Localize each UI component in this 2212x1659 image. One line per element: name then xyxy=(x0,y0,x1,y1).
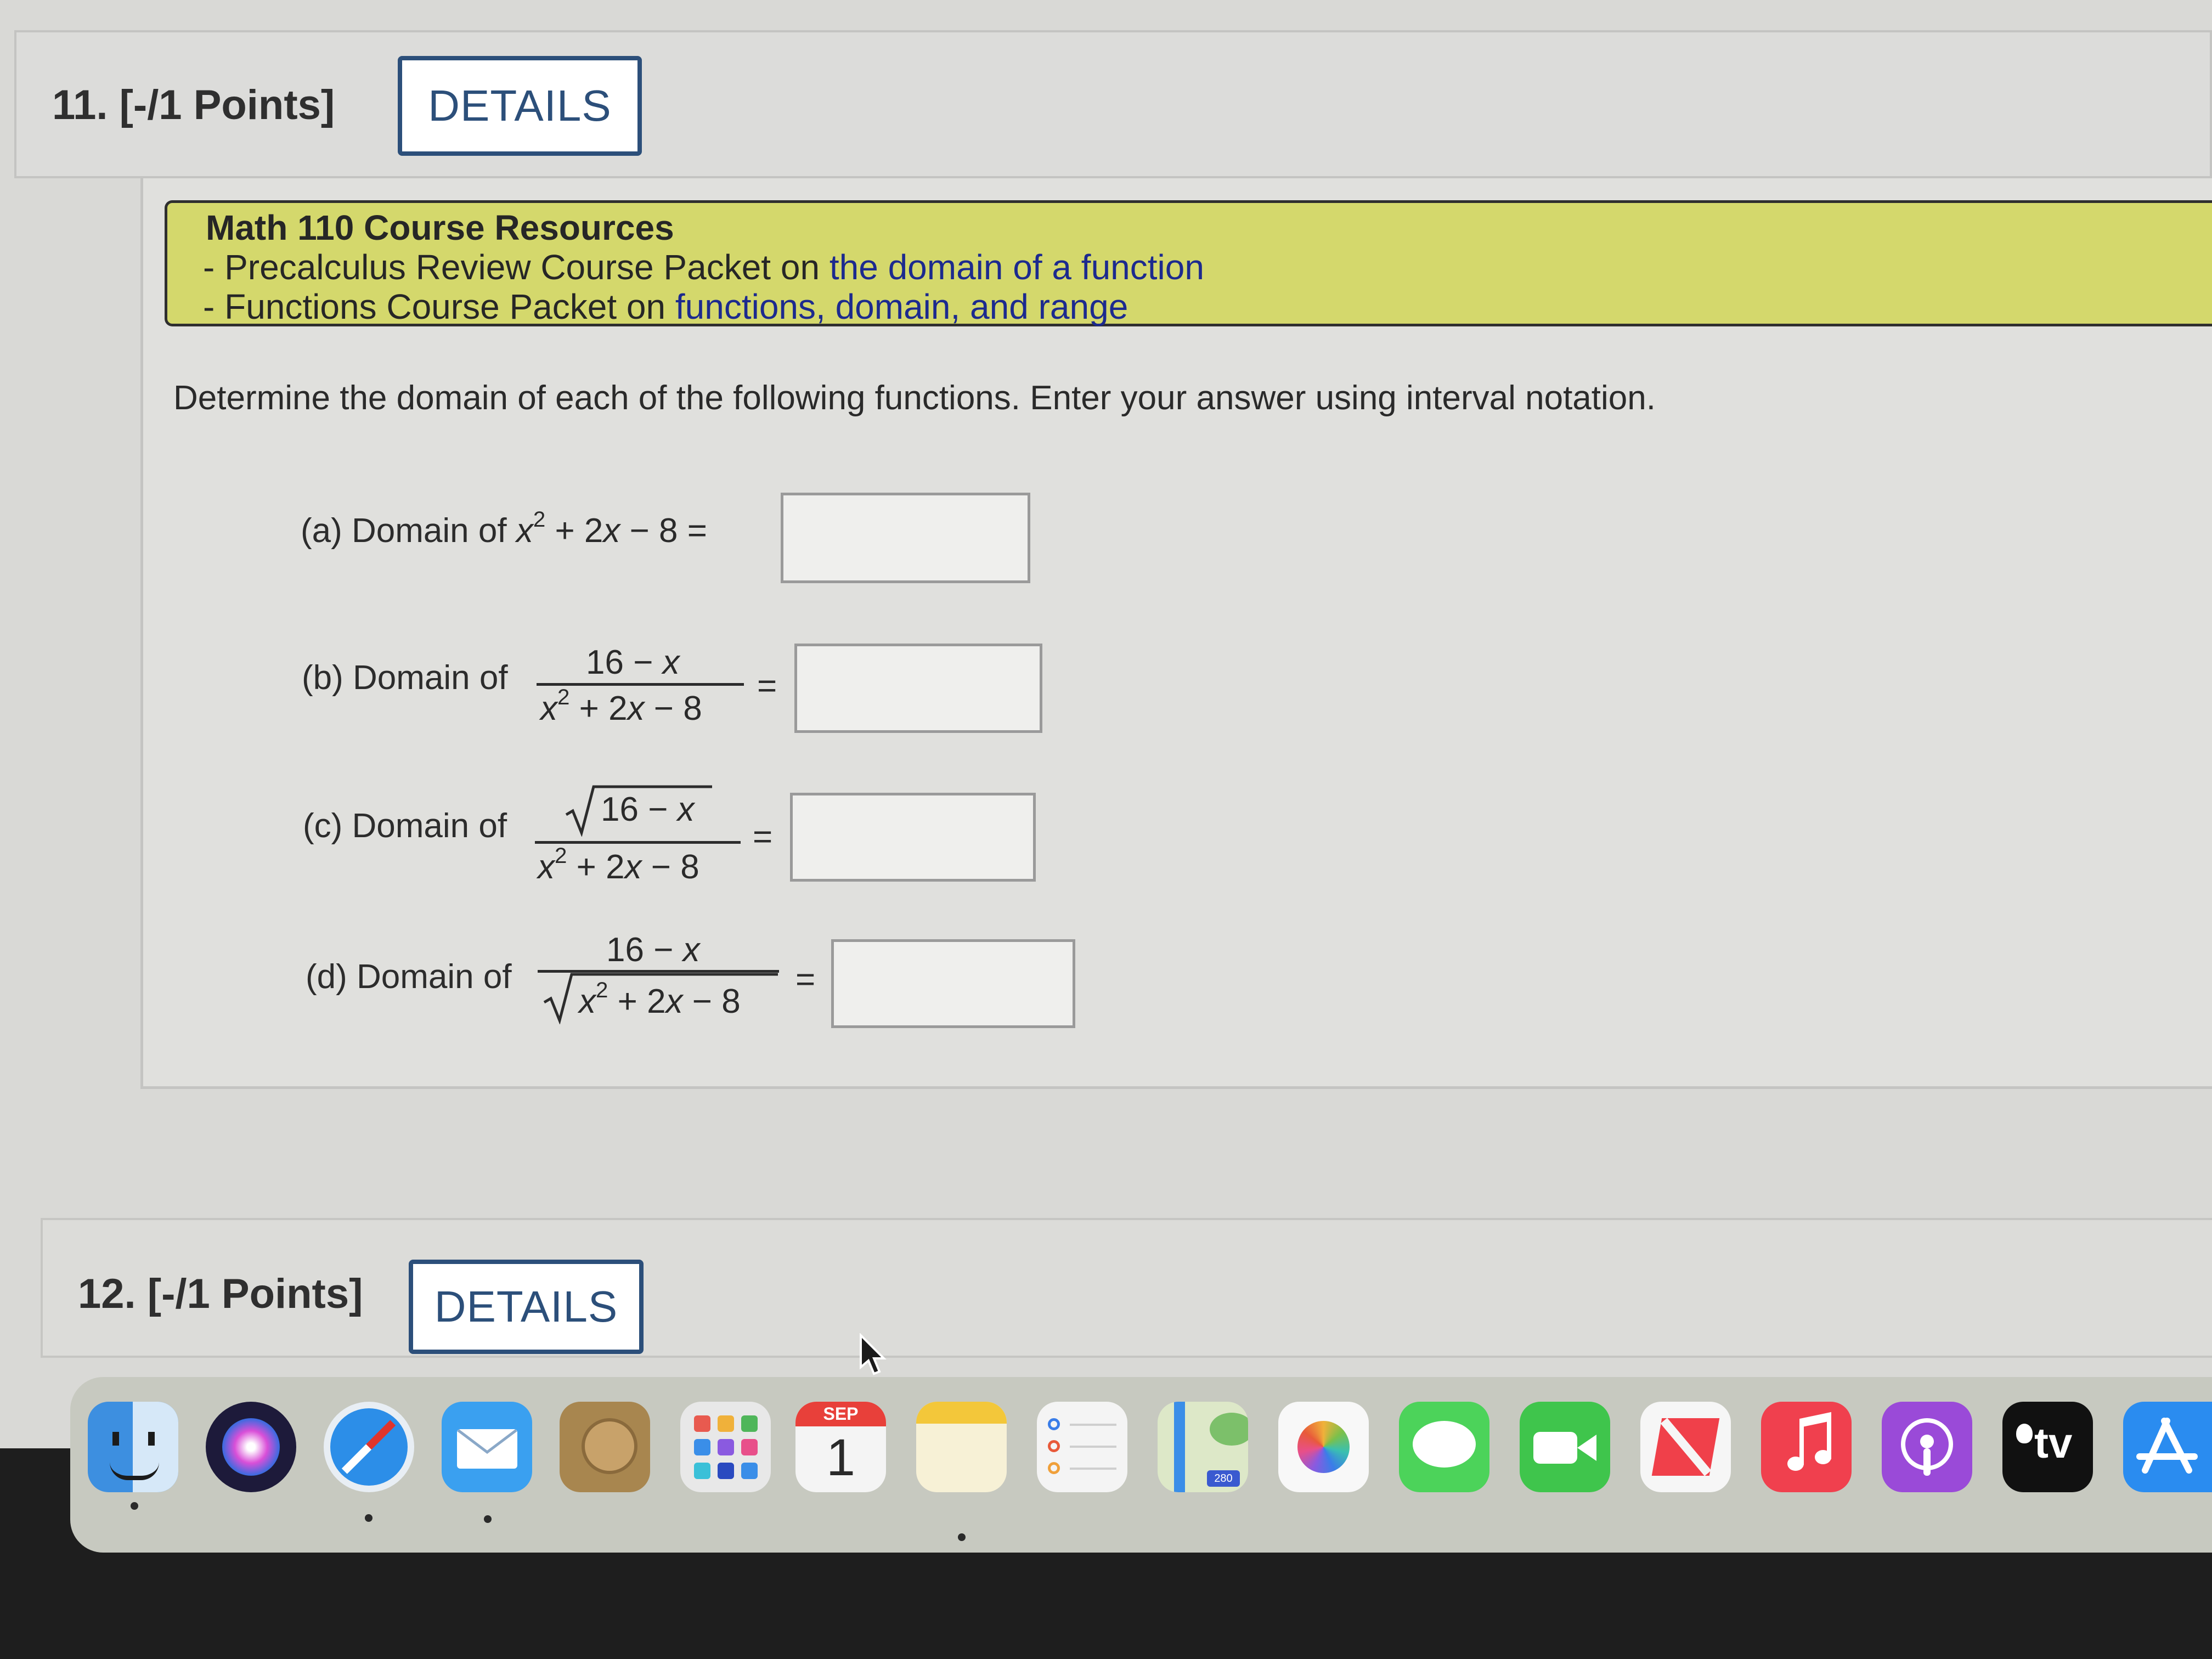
question-12-details-button[interactable]: DETAILS xyxy=(409,1260,644,1354)
launchpad-icon[interactable] xyxy=(680,1402,771,1492)
mouse-cursor-icon xyxy=(859,1333,891,1377)
contacts-icon[interactable] xyxy=(560,1402,650,1492)
functions-domain-range-link[interactable]: functions, domain, and range xyxy=(675,287,1128,326)
part-b-denominator: $x^2 + 2x - 8$ xyxy=(540,684,702,727)
question-11-title: 11. [-/1 Points] xyxy=(52,82,335,128)
question-12-header xyxy=(41,1218,2212,1358)
part-a-label xyxy=(301,506,707,550)
question-prompt: Determine the domain of each of the following functions. Enter your answer using interval notation. xyxy=(173,379,1656,417)
part-b-label: (b) Domain of xyxy=(302,659,508,697)
part-d-answer-input[interactable] xyxy=(831,939,1075,1028)
course-resources-box xyxy=(165,200,2212,326)
calendar-month: SEP xyxy=(795,1402,886,1426)
safari-running-dot xyxy=(365,1514,373,1522)
question-11-details-button[interactable]: DETAILS xyxy=(398,56,642,156)
resource-line-2 xyxy=(203,286,1128,327)
messages-icon[interactable] xyxy=(1399,1402,1489,1492)
part-d-label: (d) Domain of xyxy=(306,958,512,996)
maps-icon[interactable] xyxy=(1158,1402,1248,1492)
resource-line-1-text: - Precalculus Review Course Packet on xyxy=(203,247,830,287)
envelope-icon xyxy=(457,1429,517,1469)
question-12-title: 12. [-/1 Points] xyxy=(78,1271,363,1317)
notes-running-dot xyxy=(958,1533,966,1541)
reminders-icon[interactable] xyxy=(1037,1402,1127,1492)
apple-tv-label: tv xyxy=(2034,1419,2073,1467)
part-c-label: (c) Domain of xyxy=(303,807,507,845)
notes-icon[interactable] xyxy=(916,1402,1007,1492)
part-d-denominator: $x^2 + 2x - 8$ xyxy=(579,977,741,1020)
facetime-icon[interactable] xyxy=(1520,1402,1610,1492)
finder-running-dot xyxy=(131,1502,138,1510)
app-store-glyph-icon xyxy=(2134,1415,2200,1479)
mail-running-dot xyxy=(484,1515,492,1523)
part-c-equals: = xyxy=(753,818,773,856)
domain-of-function-link[interactable]: the domain of a function xyxy=(829,247,1204,287)
apple-tv-icon[interactable] xyxy=(2002,1402,2093,1492)
part-b-answer-input[interactable] xyxy=(794,644,1042,733)
part-a-expression: $x^2 + 2x - 8$ = xyxy=(516,506,707,550)
mail-icon[interactable] xyxy=(442,1402,532,1492)
part-b-equals: = xyxy=(757,667,777,705)
question-11-header xyxy=(14,30,2212,178)
part-a-text: (a) Domain of xyxy=(301,512,507,550)
part-a-answer-input[interactable] xyxy=(781,493,1030,583)
part-c-answer-input[interactable] xyxy=(790,793,1036,882)
safari-icon[interactable] xyxy=(324,1402,414,1492)
calendar-icon[interactable] xyxy=(795,1402,886,1492)
app-store-icon[interactable] xyxy=(2123,1402,2212,1492)
calendar-day: 1 xyxy=(826,1429,855,1487)
photos-icon[interactable] xyxy=(1278,1402,1369,1492)
part-d-equals: = xyxy=(795,961,816,998)
resource-line-1 xyxy=(203,247,1204,287)
maps-highway-badge: 280 xyxy=(1207,1470,1240,1487)
resources-heading: Math 110 Course Resources xyxy=(206,208,674,247)
part-c-denominator: $x^2 + 2x - 8$ xyxy=(538,843,699,886)
finder-icon[interactable] xyxy=(88,1402,178,1492)
podcasts-icon[interactable] xyxy=(1882,1402,1972,1492)
music-icon[interactable] xyxy=(1761,1402,1852,1492)
resource-line-2-text: - Functions Course Packet on xyxy=(203,287,675,326)
part-c-numerator: 16 − x xyxy=(601,791,695,828)
siri-icon[interactable] xyxy=(206,1402,296,1492)
news-icon[interactable] xyxy=(1640,1402,1731,1492)
part-b-numerator: 16 − x xyxy=(586,644,680,681)
part-d-numerator: 16 − x xyxy=(606,931,700,969)
